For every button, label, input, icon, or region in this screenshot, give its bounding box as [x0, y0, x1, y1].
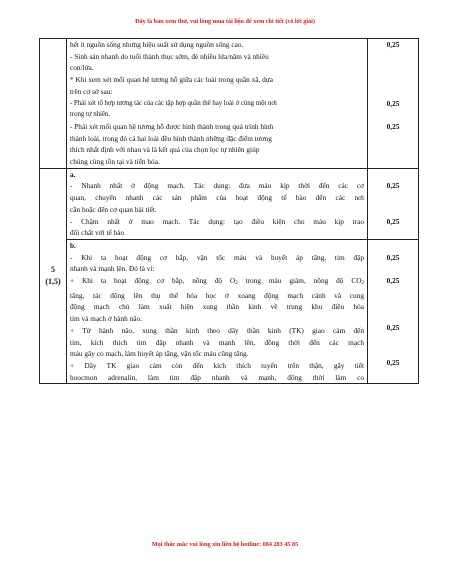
score-value: [368, 240, 418, 252]
score-value: 0,25: [386, 181, 400, 191]
answer-line: - Nhanh nhất ở động mạch. Tác dụng: đưa máu kịp thời đến các cơ: [70, 181, 364, 191]
score-value: 0,25: [386, 276, 400, 286]
score-value: [368, 86, 418, 98]
table-row: [40, 168, 419, 239]
score-cell: [368, 39, 419, 169]
table-row: [40, 239, 419, 383]
answer-cell: [67, 168, 368, 239]
answer-line: tim, kích thích tim đập nhanh và mạnh lên, đồng thời đến các mạch: [70, 337, 364, 347]
score-value: [368, 51, 418, 63]
answer-cell: [67, 239, 368, 383]
score-value: [368, 263, 418, 275]
question-points: (1,5): [45, 277, 61, 287]
answer-line: - Chậm nhất ở mao mạch. Tác dụng: tạo điều kiện cho máu kịp trao: [70, 216, 364, 226]
part-label: a.: [70, 169, 76, 179]
question-number-cell: [40, 168, 67, 384]
score-value: [368, 298, 418, 310]
answer-line: thích nhất định với nhau và là kết quả của chọn lọc tự nhiên giúp: [70, 145, 260, 155]
answer-line: + Dây TK giao cảm còn đến kích thích tuyến trên thận, gây tiết: [70, 360, 364, 370]
score-value: 0,25: [386, 121, 400, 131]
co2-subscript: 2: [361, 281, 364, 287]
score-value: [368, 74, 418, 86]
answer-line: hết ít nguồn sống nhưng hiệu suất sử dụng nguồn sống cao.: [70, 40, 244, 49]
answer-table: [39, 38, 419, 384]
answer-line: thành loài, trong đó cả hai loài đều hình thành những đặc điểm tương: [70, 133, 272, 143]
score-value: [368, 204, 418, 216]
table-row: [40, 39, 419, 169]
answer-line: * Khi xem xét mối quan hệ tương hỗ giữa các loài trong quần xã, dựa: [70, 75, 273, 85]
part-label: b.: [70, 240, 76, 250]
answer-line: + Từ hành não, xung thần kinh theo dây thần kinh (TK) giao cảm đến: [70, 325, 364, 335]
score-value: [368, 345, 418, 357]
answer-line: quan, chuyển nhanh các sản phẩm của hoạt động tế bào đến các nơi: [70, 193, 364, 203]
score-value: [368, 310, 418, 322]
answer-line: máu gây co mạch, làm huyết áp tăng, vận tốc máu cũng tăng.: [70, 349, 249, 359]
answer-cell: [67, 39, 368, 169]
score-cell: [368, 168, 419, 239]
formula-part: + Khi ta hoạt động cơ bắp, nồng độ O: [70, 276, 236, 286]
preview-banner: Đây là bản xem thử, vui lòng mua tài liệu để xem chi tiết (có lời giải): [135, 18, 315, 25]
answer-line: - Phải xét mối quan hệ tương hỗ được hình thành trong quá trình hình: [70, 121, 274, 131]
score-value: 0,25: [386, 40, 400, 49]
score-value: [368, 287, 418, 299]
answer-line: - Sinh sản nhanh do tuổi thành thục sớm, đẻ nhiều lứa/năm và nhiều: [70, 51, 269, 61]
answer-line: động mạch chủ làm xuất hiện xung thần kinh về trung khu điều hòa: [70, 302, 364, 312]
answer-line-formula: [70, 275, 364, 290]
score-value: 0,25: [386, 252, 400, 262]
hotline-banner: Mọi thắc mắc vui lòng xin liên hệ hotline: 084 283 45 85: [151, 541, 299, 548]
question-number: 5: [51, 265, 55, 275]
score-value: [368, 169, 418, 181]
score-value: 0,25: [386, 357, 400, 367]
score-value: [368, 192, 418, 204]
answer-line: con/lứa.: [70, 63, 94, 73]
score-value: 0,25: [386, 216, 400, 226]
answer-line: - Phải xét tổ hợp tương tác của các tập hợp quần thể hay loài ở cùng một nơi: [70, 99, 277, 107]
formula-part: trong máu giảm, nồng độ CO: [237, 276, 362, 286]
score-value: 0,25: [386, 98, 400, 108]
answer-line: hoocmon adrenalin, làm tim đập nhanh và mạnh, đồng thời làm co: [70, 372, 364, 382]
answer-line: nhanh và mạnh lên. Đó là vì:: [70, 264, 155, 274]
answer-line: - Khi ta hoạt động cơ bắp, vận tốc máu và huyết áp tăng, tim đập: [70, 252, 364, 262]
score-value: 0,25: [386, 322, 400, 332]
answer-line: cần hoặc đến cơ quan bài tiết.: [70, 204, 157, 214]
answer-line: chúng cùng tồn tại và tiến hóa.: [70, 157, 160, 167]
answer-line: đổi chất với tế bào: [70, 228, 125, 238]
o2-subscript: 2: [235, 281, 238, 287]
answer-line: trong tự nhiên.: [70, 111, 110, 119]
score-value: [368, 334, 418, 346]
answer-line: trên cơ sở sau:: [70, 86, 113, 96]
question-cell-empty: [40, 39, 67, 169]
score-cell: [368, 239, 419, 383]
answer-line: tim và mạch ở hành não.: [70, 314, 142, 324]
score-value: [368, 62, 418, 74]
score-value: [368, 109, 418, 121]
answer-line: tăng, tác động lên thụ thể hóa học ở xoang động mạch cảnh và cung: [70, 290, 364, 300]
